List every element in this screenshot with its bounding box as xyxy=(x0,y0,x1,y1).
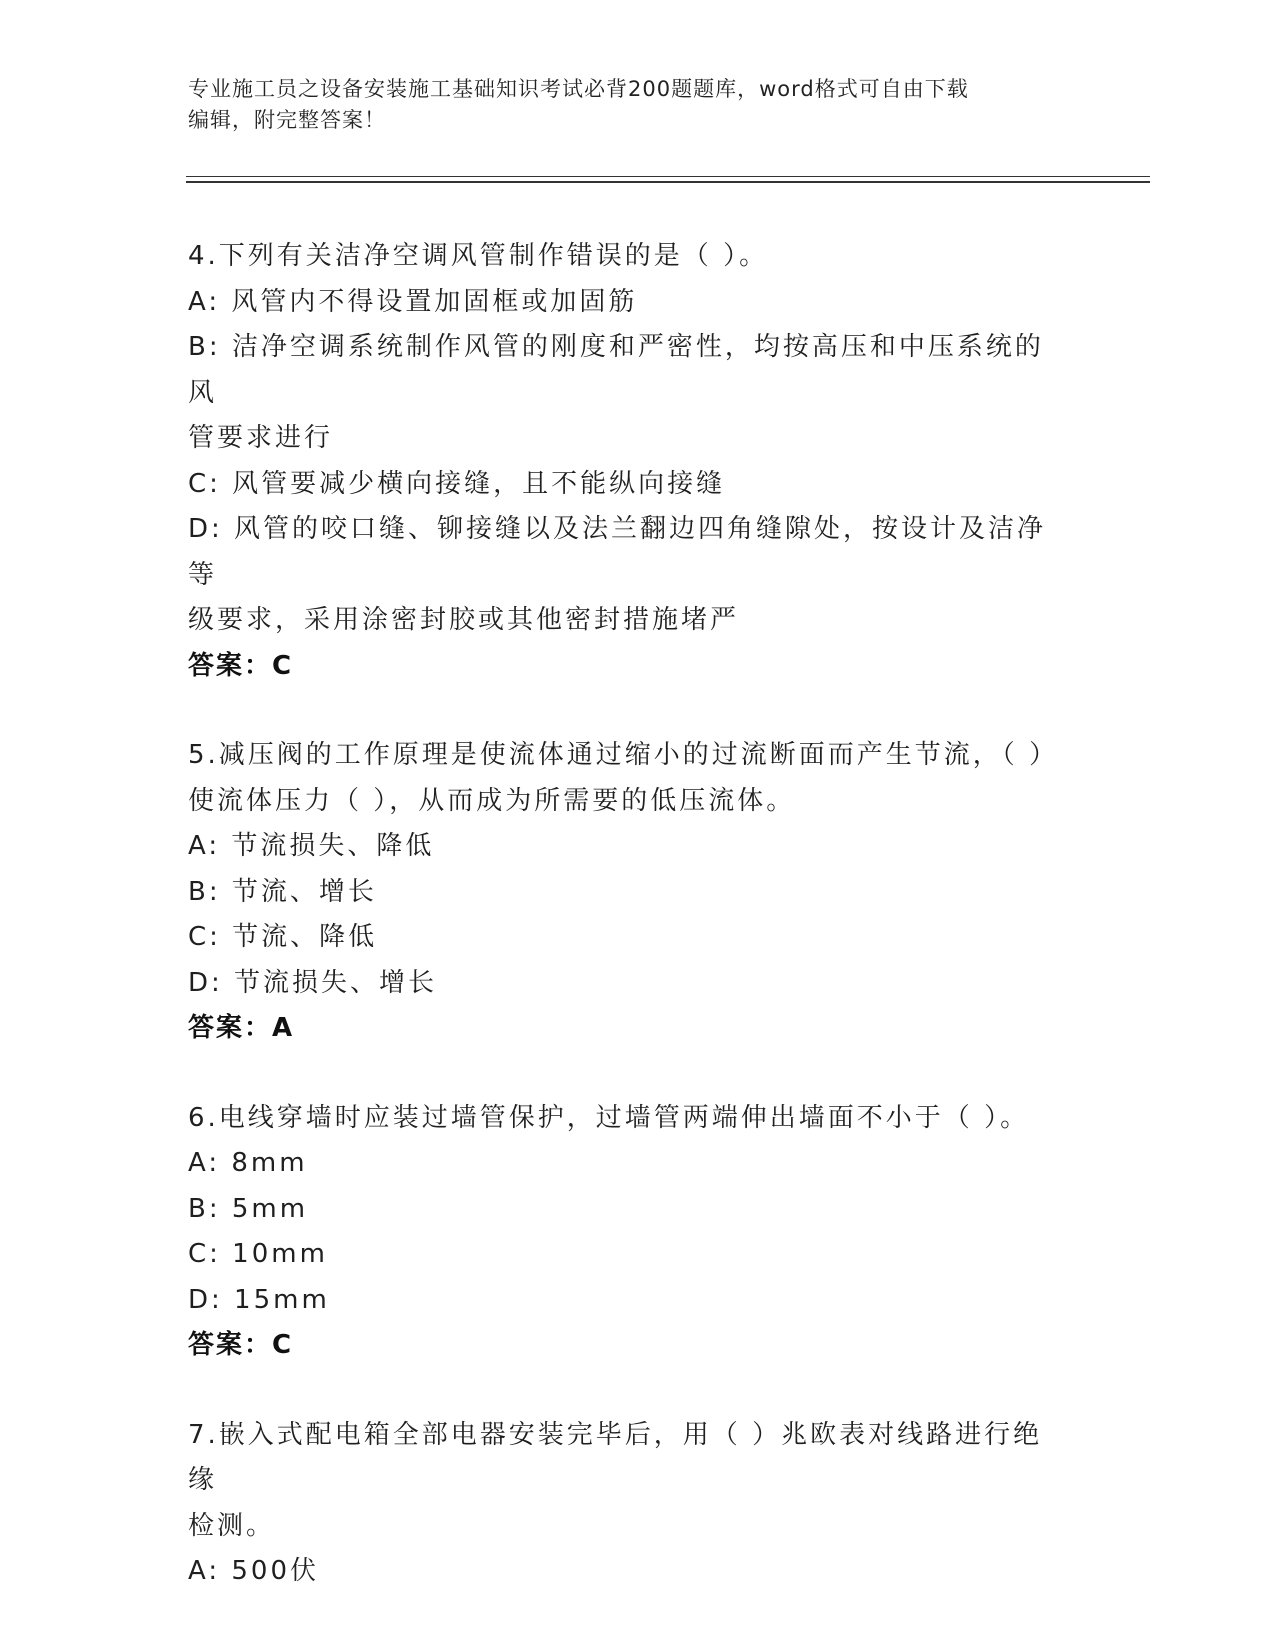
answer-option-line: A: 风管内不得设置加固框或加固筋 xyxy=(188,286,638,317)
question-block xyxy=(188,733,1088,1052)
answer-key: 答案：C xyxy=(188,1330,294,1360)
answer-option-line: C: 风管要减少横向接缝，且不能纵向接缝 xyxy=(188,468,726,499)
document-header xyxy=(188,74,1068,136)
question-block xyxy=(188,1096,1088,1369)
answer-option-line: B: 洁净空调系统制作风管的刚度和严密性，均按高压和中压系统的风 xyxy=(188,332,1044,408)
answer-option-line: B: 5mm xyxy=(188,1193,309,1224)
answer-option-line: 管要求进行 xyxy=(188,423,334,453)
header-line-2: 编辑，附完整答案！ xyxy=(188,108,386,132)
question-stem-line: 4.下列有关洁净空调风管制作错误的是（ ）。 xyxy=(188,241,769,271)
answer-option-line: 级要求，采用涂密封胶或其他密封措施堵严 xyxy=(188,605,740,635)
question-stem-line: 检测。 xyxy=(188,1510,276,1541)
answer-option-line: B: 节流、增长 xyxy=(188,876,377,907)
question-block xyxy=(188,234,1088,689)
answer-option-line: D: 风管的咬口缝、铆接缝以及法兰翻边四角缝隙处，按设计及洁净等 xyxy=(188,514,1047,590)
answer-key: 答案：C xyxy=(188,650,294,681)
answer-key: 答案：A xyxy=(188,1013,295,1043)
question-stem-line: 5.减压阀的工作原理是使流体通过缩小的过流断面而产生节流，（ ） xyxy=(188,740,1059,770)
answer-option-line: D: 节流损失、增长 xyxy=(188,967,438,998)
answer-option-line: D: 15mm xyxy=(188,1284,330,1315)
answer-option-line: C: 节流、降低 xyxy=(188,922,378,952)
question-list xyxy=(188,234,1088,1595)
question-stem-line: 使流体压力（ ），从而成为所需要的低压流体。 xyxy=(188,785,796,816)
question-stem-line: 7.嵌入式配电箱全部电器安装完毕后，用（ ）兆欧表对线路进行绝缘 xyxy=(188,1419,1043,1495)
header-line-1: 专业施工员之设备安装施工基础知识考试必背200题题库，word格式可自由下载 xyxy=(188,77,969,101)
header-divider-top xyxy=(186,176,1150,177)
question-block xyxy=(188,1413,1088,1595)
answer-option-line: A: 8mm xyxy=(188,1148,308,1178)
answer-option-line: A: 500伏 xyxy=(188,1556,319,1586)
header-divider-bottom xyxy=(186,181,1150,183)
answer-option-line: C: 10mm xyxy=(188,1239,328,1269)
question-stem-line: 6.电线穿墙时应装过墙管保护，过墙管两端伸出墙面不小于（ ）。 xyxy=(188,1102,1030,1133)
answer-option-line: A: 节流损失、降低 xyxy=(188,831,435,861)
